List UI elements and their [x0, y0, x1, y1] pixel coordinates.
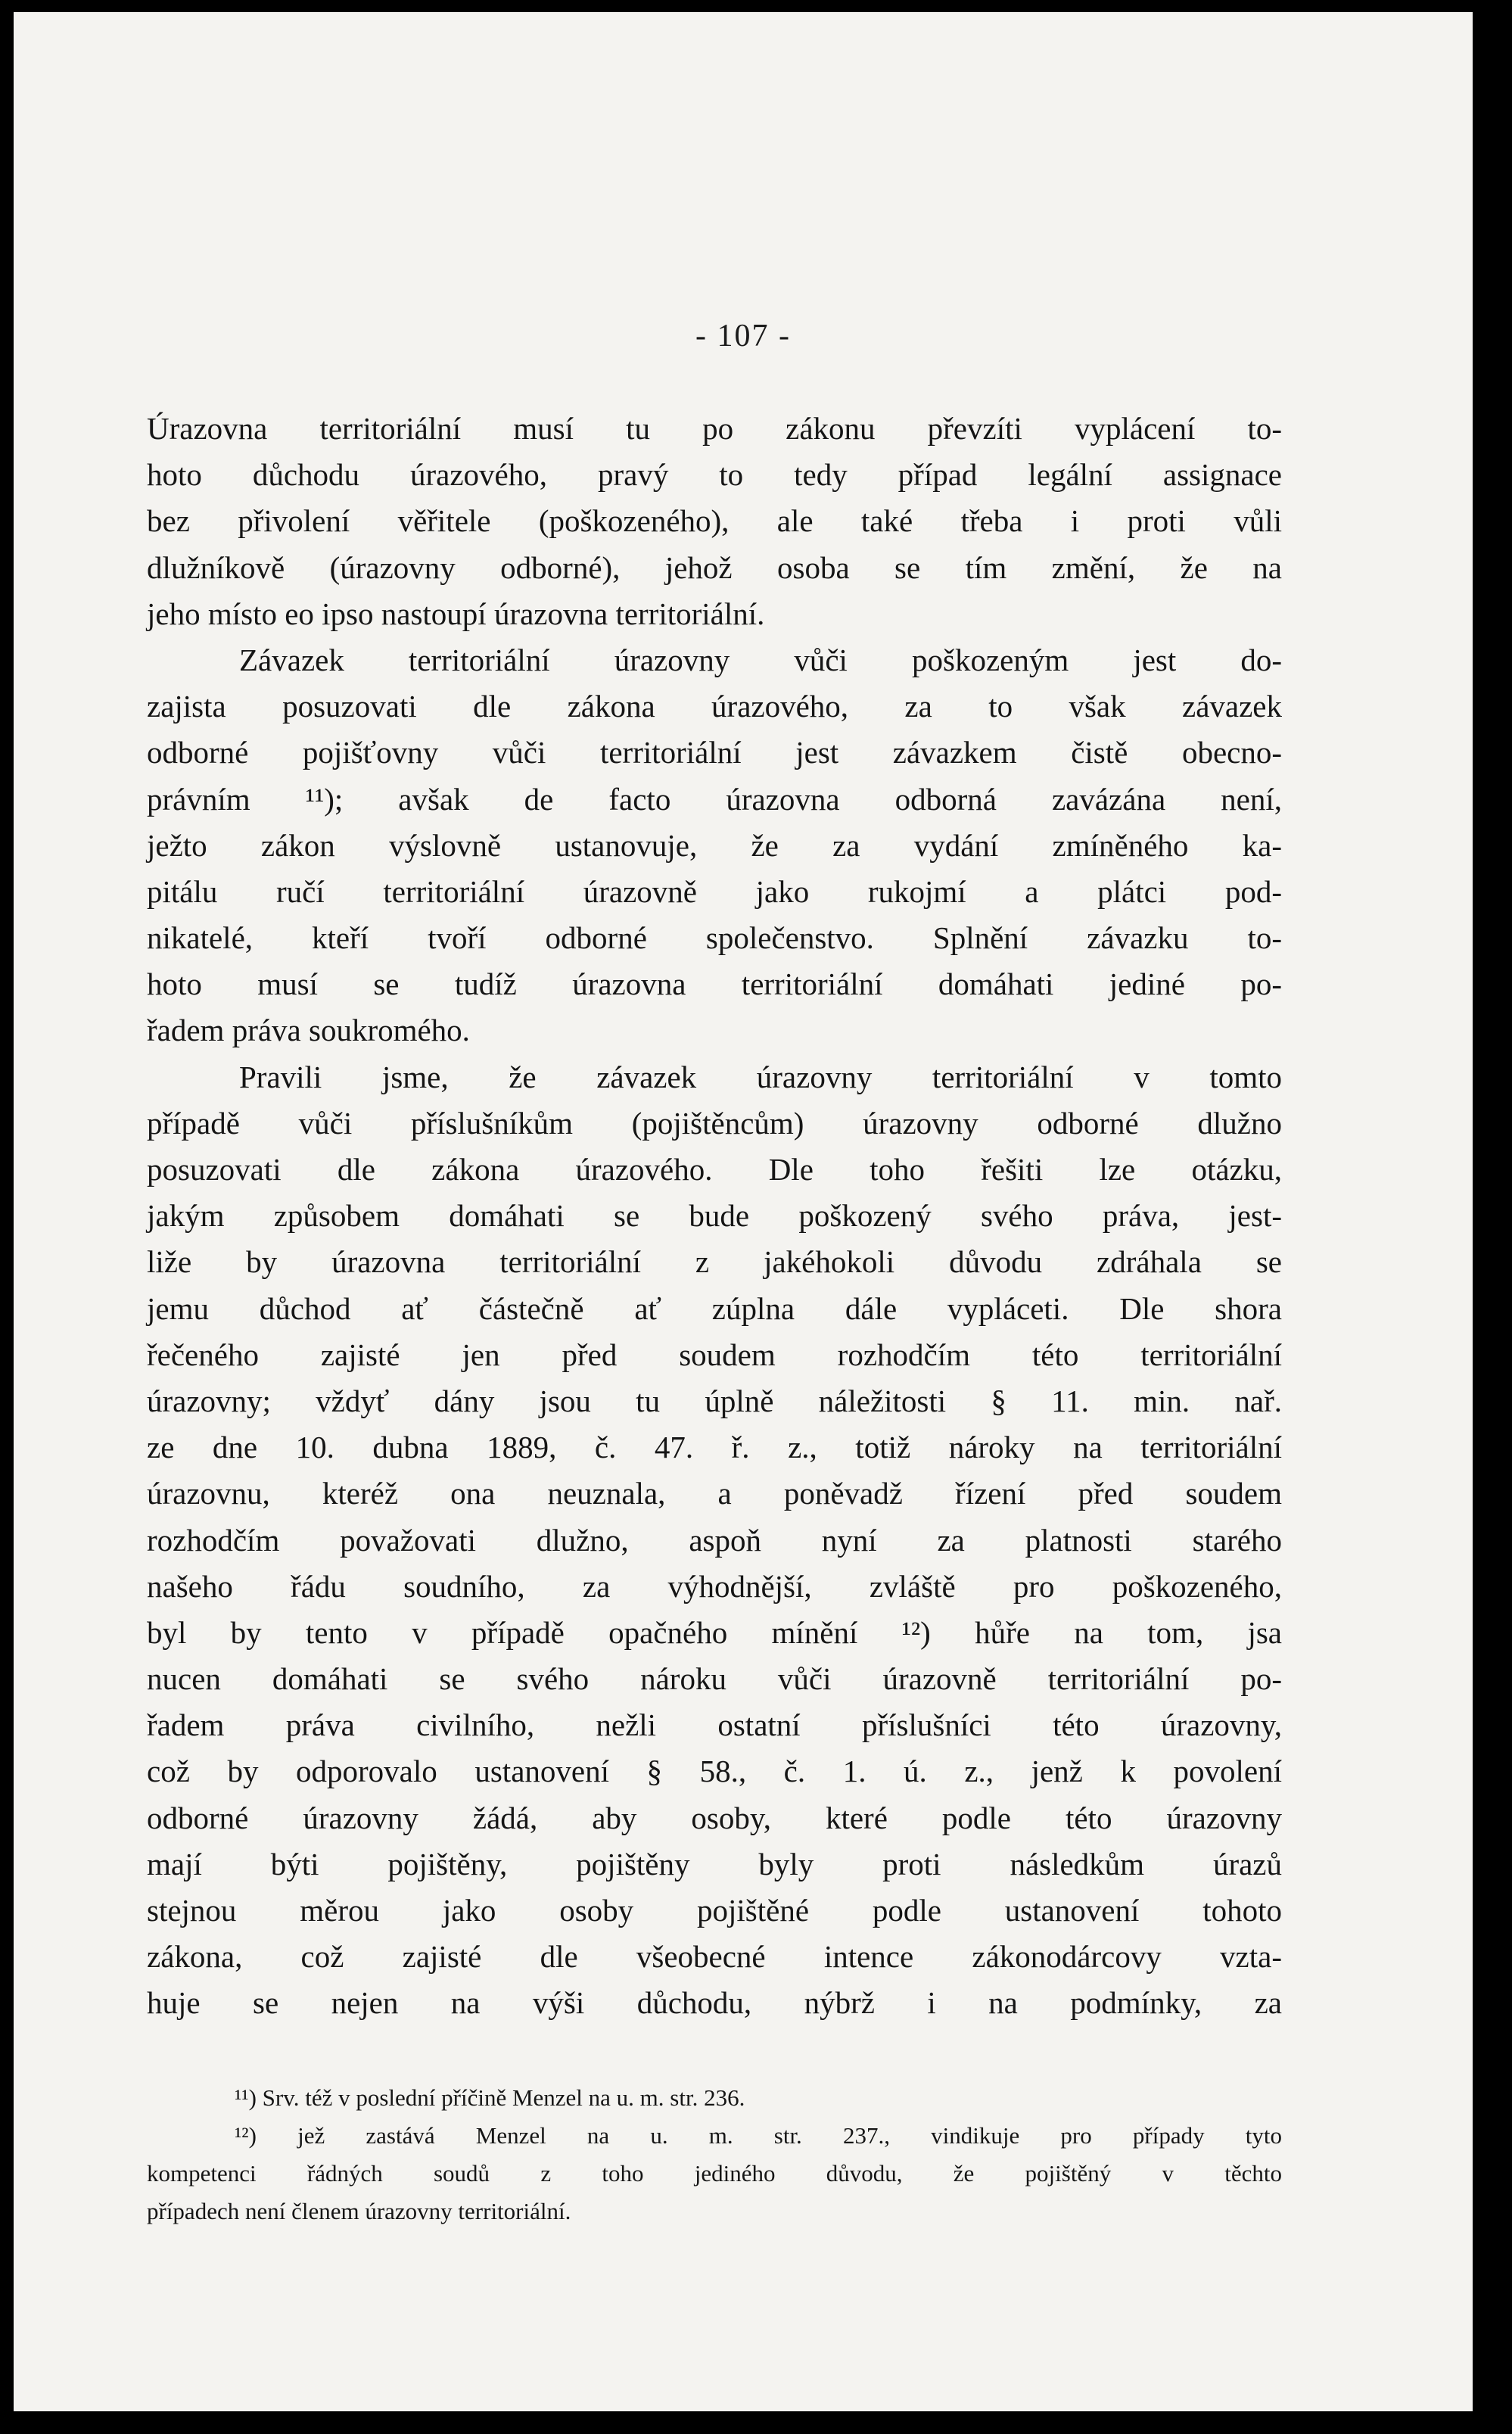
- text-line: jakým způsobem domáhati se bude poškozený svého práva, jest-: [147, 1198, 1282, 1234]
- text-line: bez přivolení věřitele (poškozeného), ale také třeba i proti vůli: [147, 503, 1282, 539]
- text-line: což by odporovalo ustanovení § 58., č. 1. ú. z., jenž k povolení: [147, 1754, 1282, 1789]
- text-line: pitálu ručí territoriální úrazovně jako rukojmí a plátci pod-: [147, 873, 1282, 909]
- text-line: nucen domáhati se svého nároku vůči úrazovně territoriální po-: [147, 1661, 1282, 1697]
- footnote-12-continued: kompetenci řádných soudů z toho jediného důvodu, že pojištěný v těchto: [147, 2160, 1282, 2187]
- text-line: ze dne 10. dubna 1889, č. 47. ř. z., totiž nároky na territoriální: [147, 1430, 1282, 1465]
- text-line: případě vůči příslušníkům (pojištěncům) úrazovny odborné dlužno: [147, 1105, 1282, 1141]
- text-line: odborné úrazovny žádá, aby osoby, které podle této úrazovny: [147, 1800, 1282, 1835]
- text-line: zajista posuzovati dle zákona úrazového, za to však závazek: [147, 689, 1282, 724]
- text-line: úrazovnu, kteréž ona neuznala, a poněvadž řízení před soudem: [147, 1476, 1282, 1511]
- text-line: nikatelé, kteří tvoří odborné společenstvo. Splnění závazku to-: [147, 920, 1282, 956]
- text-line: řadem práva soukromého.: [147, 1013, 470, 1048]
- text-line: Pravili jsme, že závazek úrazovny territoriální v tomto: [239, 1059, 1282, 1094]
- footnote-12: ¹²) jež zastává Menzel na u. m. str. 237., vindikuje pro případy tyto: [235, 2122, 1282, 2149]
- text-line: jemu důchod ať částečně ať zúplna dále vypláceti. Dle shora: [147, 1290, 1282, 1326]
- text-line: zákona, což zajisté dle všeobecné intence zákonodárcovy vzta-: [147, 1939, 1282, 1975]
- text-line: našeho řádu soudního, za výhodnější, zvláště pro poškozeného,: [147, 1568, 1282, 1604]
- text-line: posuzovati dle zákona úrazového. Dle toho řešiti lze otázku,: [147, 1152, 1282, 1187]
- text-line: ježto zákon výslovně ustanovuje, že za vydání zmíněného ka-: [147, 827, 1282, 863]
- text-line: jeho místo eo ipso nastoupí úrazovna territoriální.: [147, 596, 765, 631]
- footnote-12-end: případech není členem úrazovny territoriální.: [147, 2198, 571, 2224]
- text-line: řadem práva civilního, nežli ostatní příslušníci této úrazovny,: [147, 1707, 1282, 1743]
- text-line: hoto důchodu úrazového, pravý to tedy případ legální assignace: [147, 457, 1282, 493]
- text-line: hoto musí se tudíž úrazovna territoriální domáhati jediné po-: [147, 966, 1282, 1002]
- text-line: huje se nejen na výši důchodu, nýbrž i na podmínky, za: [147, 1985, 1282, 2021]
- text-line: byl by tento v případě opačného mínění ¹²) hůře na tom, jsa: [147, 1614, 1282, 1650]
- text-line: úrazovny; vždyť dány jsou tu úplně náležitosti § 11. min. nař.: [147, 1383, 1282, 1418]
- text-line: řečeného zajisté jen před soudem rozhodčím této territoriální: [147, 1337, 1282, 1372]
- text-line: Úrazovna territoriální musí tu po zákonu převzíti vyplácení to-: [147, 411, 1282, 446]
- body-text: [147, 406, 1282, 2027]
- text-line: odborné pojišťovny vůči territoriální jest závazkem čistě obecno-: [147, 735, 1282, 770]
- book-page: [14, 12, 1473, 2411]
- footnote-11: ¹¹) Srv. též v poslední příčině Menzel na u. m. str. 236.: [235, 2084, 745, 2111]
- text-line: dlužníkově (úrazovny odborné), jehož osoba se tím změní, že na: [147, 549, 1282, 585]
- page-number: - 107 -: [695, 319, 791, 353]
- text-line: mají býti pojištěny, pojištěny byly proti následkům úrazů: [147, 1846, 1282, 1882]
- text-line: rozhodčím považovati dlužno, aspoň nyní za platnosti starého: [147, 1522, 1282, 1558]
- text-line: stejnou měrou jako osoby pojištěné podle ustanovení tohoto: [147, 1893, 1282, 1928]
- text-line: Závazek territoriální úrazovny vůči poškozeným jest do-: [239, 642, 1282, 677]
- footnotes: [147, 2079, 1282, 2230]
- text-line: liže by úrazovna territoriální z jakéhokoli důvodu zdráhala se: [147, 1244, 1282, 1280]
- text-line: právním ¹¹); avšak de facto úrazovna odborná zavázána není,: [147, 781, 1282, 817]
